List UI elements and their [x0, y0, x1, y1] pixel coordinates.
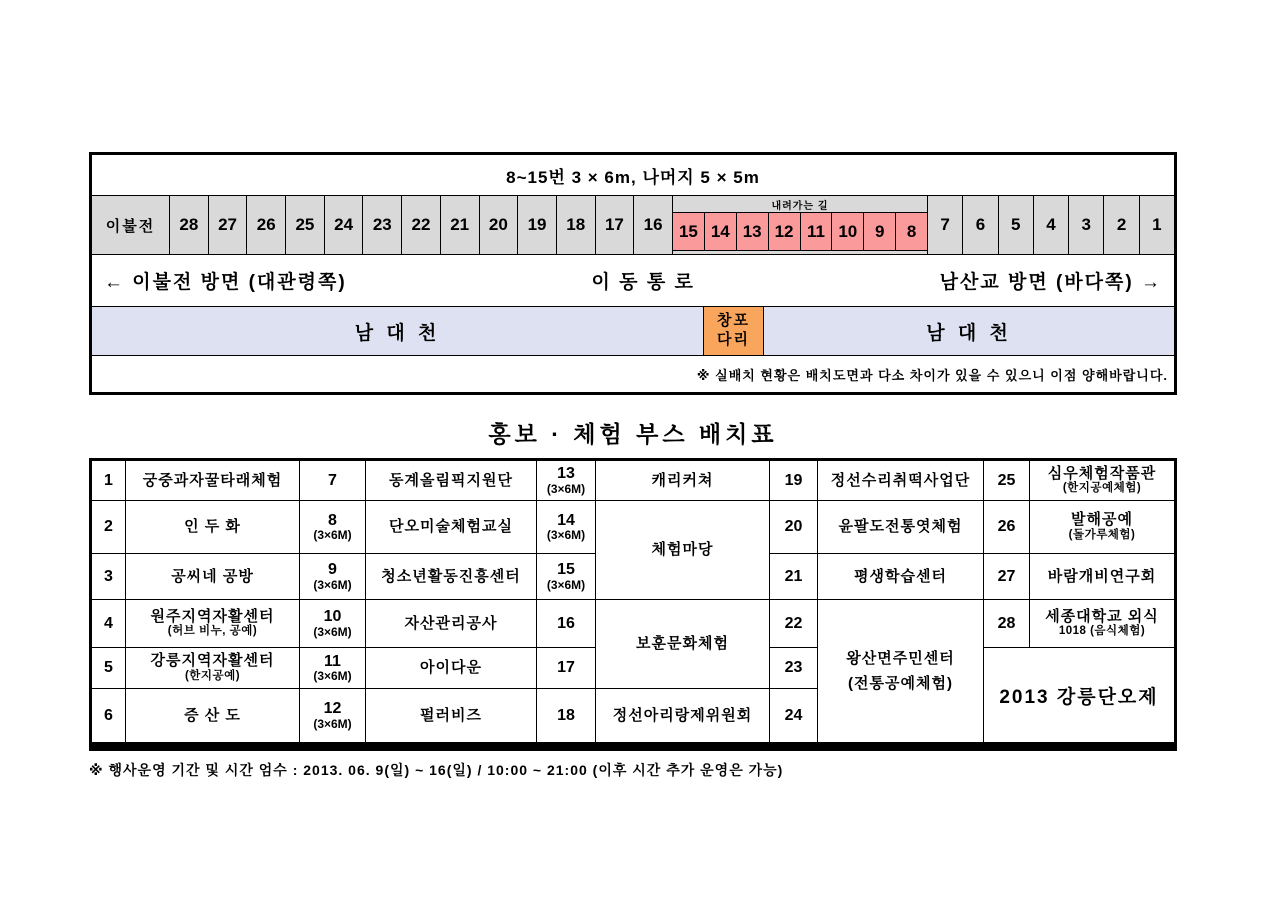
table-cell-no: 18: [537, 689, 595, 742]
booth-11: 11: [801, 213, 833, 250]
direction-left-label: ← 이불전 방면 (대관령쪽): [104, 272, 347, 293]
passage-label: 이 동 통 로: [591, 272, 695, 293]
table-cell-name-merged: 체험마당: [596, 501, 769, 599]
table-cell-name: 단오미술체험교실: [366, 501, 536, 553]
table-cell-name: 펄러비즈: [366, 689, 536, 742]
booth-22: 22: [402, 196, 441, 254]
booth-28: 28: [170, 196, 209, 254]
table-title: 홍보 · 체험 부스 배치표: [488, 421, 778, 447]
river-left-namdaecheon: 남 대 천: [92, 307, 704, 355]
table-cell-no: 16: [537, 600, 595, 647]
table-cell-name: 청소년활동진흥센터: [366, 554, 536, 599]
booth-23: 23: [363, 196, 402, 254]
booth-27: 27: [209, 196, 248, 254]
booth-8: 8: [896, 213, 927, 250]
booth-15: 15: [673, 213, 705, 250]
table-cell-no: 20: [770, 501, 817, 553]
booth-26: 26: [247, 196, 286, 254]
table-cell-no: 23: [770, 648, 817, 688]
table-cell-name-merged: 왕산면주민센터 (전통공예체험): [818, 600, 983, 742]
table-cell-no: 27: [984, 554, 1029, 599]
table-cell-no: 25: [984, 461, 1029, 500]
table-cell-no: 1: [92, 461, 125, 500]
booth-layout-diagram: [89, 152, 1177, 395]
table-cell-no: 7: [300, 461, 365, 500]
operating-hours-note: ※ 행사운영 기간 및 시간 엄수 : 2013. 06. 9(일) ~ 16(일) / 10:00 ~ 21:00 (이후 시간 추가 운영은 가능): [89, 762, 784, 778]
booth-assignment-table: [89, 458, 1177, 751]
booth-6: 6: [963, 196, 998, 254]
table-cell-name: 윤팔도전통엿체험: [818, 501, 983, 553]
table-cell-no: 14 (3×6M): [537, 501, 595, 553]
booth-3: 3: [1069, 196, 1104, 254]
direction-right-label: 남산교 방면 (바다쪽) →: [939, 272, 1162, 293]
table-cell-name: 자산관리공사: [366, 600, 536, 647]
table-cell-no: 13 (3×6M): [537, 461, 595, 500]
bridge-line2: 다리: [717, 331, 750, 348]
table-cell-no: 4: [92, 600, 125, 647]
gray-booths-left: [170, 196, 673, 254]
booth-size-note: 8~15번 3 × 6m, 나머지 5 × 5m: [506, 167, 760, 187]
table-cell-name: 강릉지역자활센터 (한지공예): [126, 648, 299, 688]
table-cell-no: 9 (3×6M): [300, 554, 365, 599]
pink-booth-block: [673, 196, 928, 254]
table-cell-name: 세종대학교 외식 1018 (음식체험): [1030, 600, 1174, 647]
event-title-cell: 2013 강릉단오제: [984, 648, 1174, 742]
table-cell-no: 21: [770, 554, 817, 599]
table-cell-name: 정선아리랑제위원회: [596, 689, 769, 742]
table-cell-no: 19: [770, 461, 817, 500]
table-cell-no: 28: [984, 600, 1029, 647]
pink-booth-row: [673, 212, 927, 251]
table-cell-name: 동계올림픽지원단: [366, 461, 536, 500]
booth-4: 4: [1034, 196, 1069, 254]
booth-21: 21: [441, 196, 480, 254]
booth-19: 19: [518, 196, 557, 254]
table-cell-name: 발해공예 (돌가루체험): [1030, 501, 1174, 553]
table-cell-name: 인 두 화: [126, 501, 299, 553]
table-cell-no: 6: [92, 689, 125, 742]
booth-16: 16: [634, 196, 673, 254]
table-cell-name: 궁중과자꿀타래체험: [126, 461, 299, 500]
booth-20: 20: [480, 196, 519, 254]
river-row: [92, 306, 1174, 356]
layout-disclaimer: ※ 실배치 현황은 배치도면과 다소 차이가 있을 수 있으니 이점 양해바랍니다.: [696, 367, 1168, 383]
booth-18: 18: [557, 196, 596, 254]
table-cell-name: 아이다운: [366, 648, 536, 688]
booth-5: 5: [999, 196, 1034, 254]
booth-17: 17: [596, 196, 635, 254]
gray-booths-right: [928, 196, 1174, 254]
booth-24: 24: [325, 196, 364, 254]
table-cell-no: 11 (3×6M): [300, 648, 365, 688]
downhill-path-label: 내려가는 길: [771, 200, 829, 212]
booth-12: 12: [769, 213, 801, 250]
booth-10: 10: [832, 213, 864, 250]
booth-2: 2: [1104, 196, 1139, 254]
table-cell-no: 2: [92, 501, 125, 553]
row-label-ibuljeon: 이불전: [92, 196, 170, 254]
table-cell-no: 3: [92, 554, 125, 599]
booth-25: 25: [286, 196, 325, 254]
table-cell-no: 15 (3×6M): [537, 554, 595, 599]
booth-1: 1: [1140, 196, 1174, 254]
table-cell-no: 12 (3×6M): [300, 689, 365, 742]
table-cell-name: 바람개비연구회: [1030, 554, 1174, 599]
table-cell-name: 원주지역자활센터 (허브 비누, 공예): [126, 600, 299, 647]
table-cell-no: 8 (3×6M): [300, 501, 365, 553]
table-cell-name: 캐리커쳐: [596, 461, 769, 500]
table-cell-name: 정선수리취떡사업단: [818, 461, 983, 500]
booth-7: 7: [928, 196, 963, 254]
river-right-namdaecheon: 남 대 천: [764, 307, 1174, 355]
booth-9: 9: [864, 213, 896, 250]
table-cell-name-merged: 보훈문화체험: [596, 600, 769, 688]
direction-row: [92, 255, 1174, 306]
table-cell-name: 평생학습센터: [818, 554, 983, 599]
booth-14: 14: [705, 213, 737, 250]
table-cell-no: 22: [770, 600, 817, 647]
table-cell-name: 심우체험작품관 (한지공예체험): [1030, 461, 1174, 500]
bridge-line1: 창포: [717, 312, 750, 330]
table-cell-name: 증 산 도: [126, 689, 299, 742]
table-cell-no: 24: [770, 689, 817, 742]
table-cell-name: 공씨네 공방: [126, 554, 299, 599]
table-cell-no: 26: [984, 501, 1029, 553]
table-cell-no: 10 (3×6M): [300, 600, 365, 647]
table-cell-no: 17: [537, 648, 595, 688]
booth-number-row: [92, 195, 1174, 255]
changpo-bridge: [704, 307, 764, 355]
booth-13: 13: [737, 213, 769, 250]
table-cell-no: 5: [92, 648, 125, 688]
